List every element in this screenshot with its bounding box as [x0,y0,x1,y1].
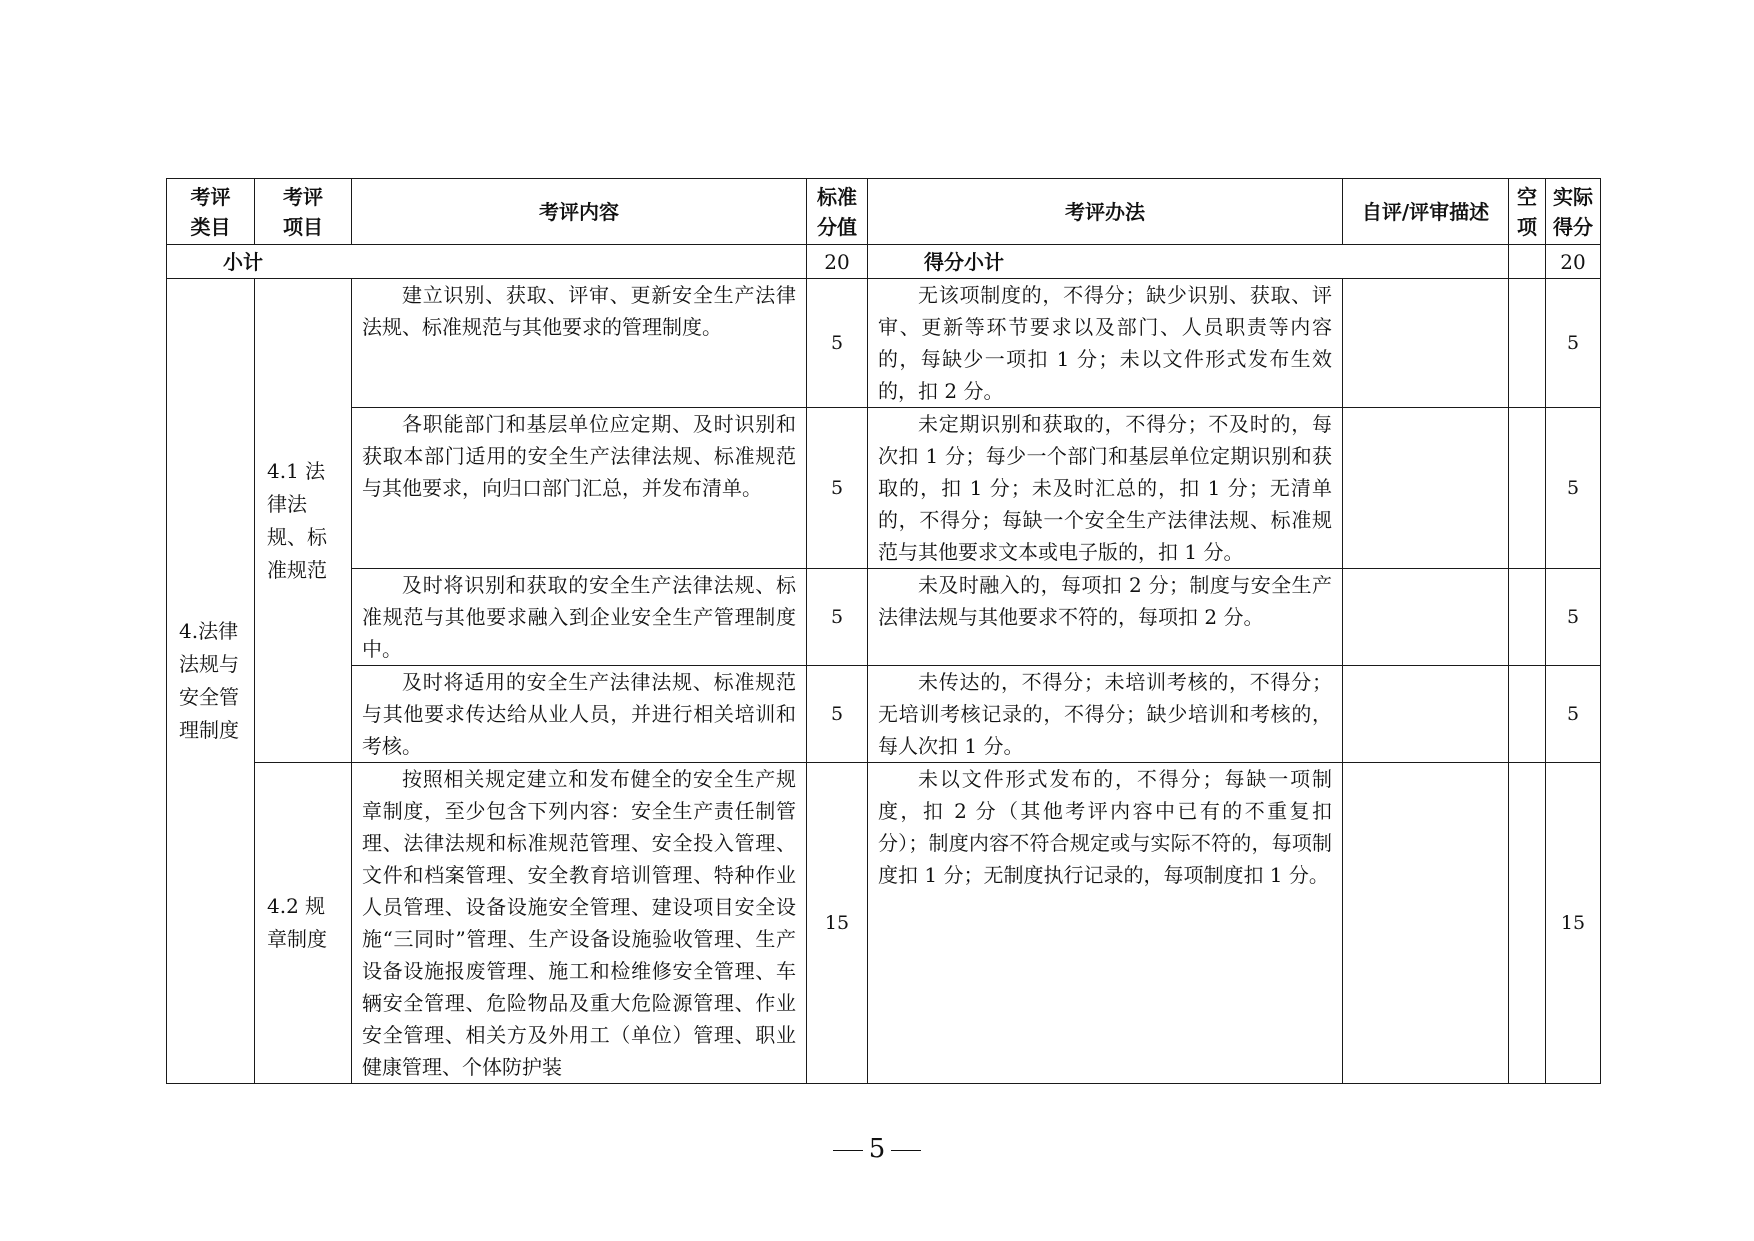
content-cell: 及时将识别和获取的安全生产法律法规、标准规范与其他要求融入到企业安全生产管理制度中。 [352,569,807,666]
header-row [167,179,1601,245]
category-cell: 4.法律法规与安全管理制度 [167,279,255,1084]
subtotal-standard: 20 [807,245,868,279]
content-cell: 及时将适用的安全生产法律法规、标准规范与其他要求传达给从业人员，并进行相关培训和考核。 [352,666,807,763]
actual-score-cell: 5 [1546,279,1601,408]
content-cell: 建立识别、获取、评审、更新安全生产法律法规、标准规范与其他要求的管理制度。 [352,279,807,408]
header-category: 考评 类目 [167,179,255,245]
standard-score-cell: 5 [807,666,868,763]
content-cell: 按照相关规定建立和发布健全的安全生产规章制度，至少包含下列内容：安全生产责任制管理、法律法规和标准规范管理、安全投入管理、文件和档案管理、安全教育培训管理、特种作业人员管理、设备设施安全管理、建设项目安全设施“三同时”管理、生产设备设施验收管理、生产设备设施报废管理、施工和检维修安全管理、车辆安全管理、危险物品及重大危险源管理、作业安全管理、相关方及外用工（单位）管理、职业健康管理、个体防护装 [352,763,807,1084]
self-eval-cell [1343,408,1509,569]
table-row [167,279,1601,408]
header-method: 考评办法 [868,179,1343,245]
empty-cell [1509,763,1546,1084]
empty-cell [1509,279,1546,408]
subtotal-row [167,245,1601,279]
self-eval-cell [1343,279,1509,408]
method-cell: 未定期识别和获取的，不得分；不及时的，每次扣 1 分；每少一个部门和基层单位定期识别和获取的，扣 1 分；未及时汇总的，扣 1 分；无清单的，不得分；每缺一个安全生产法律法规、标准规范与其他要求文本或电子版的，扣 1 分。 [868,408,1343,569]
footer-dash-right [891,1150,921,1151]
page-footer [0,1133,1754,1165]
empty-cell [1509,569,1546,666]
table-row [167,569,1601,666]
standard-score-cell: 5 [807,408,868,569]
subtotal-method-label: 得分小计 [868,245,1509,279]
self-eval-cell [1343,666,1509,763]
empty-cell [1509,408,1546,569]
method-cell: 无该项制度的，不得分；缺少识别、获取、评审、更新等环节要求以及部门、人员职责等内容的，每缺少一项扣 1 分；未以文件形式发布生效的，扣 2 分。 [868,279,1343,408]
header-actual-score: 实际 得分 [1546,179,1601,245]
page-number: 5 [868,1134,886,1164]
content-cell: 各职能部门和基层单位应定期、及时识别和获取本部门适用的安全生产法律法规、标准规范与其他要求，向归口部门汇总，并发布清单。 [352,408,807,569]
table-row [167,408,1601,569]
self-eval-cell [1343,763,1509,1084]
header-content: 考评内容 [352,179,807,245]
header-empty: 空 项 [1509,179,1546,245]
actual-score-cell: 5 [1546,666,1601,763]
subtotal-label: 小计 [167,245,807,279]
footer-dash-left [833,1150,863,1151]
method-cell: 未及时融入的，每项扣 2 分；制度与安全生产法律法规与其他要求不符的，每项扣 2 分。 [868,569,1343,666]
actual-score-cell: 15 [1546,763,1601,1084]
header-self-eval: 自评/评审描述 [1343,179,1509,245]
standard-score-cell: 5 [807,279,868,408]
subtotal-actual: 20 [1546,245,1601,279]
self-eval-cell [1343,569,1509,666]
actual-score-cell: 5 [1546,569,1601,666]
actual-score-cell: 5 [1546,408,1601,569]
empty-cell [1509,666,1546,763]
method-cell: 未传达的，不得分；未培训考核的，不得分；无培训考核记录的，不得分；缺少培训和考核的，每人次扣 1 分。 [868,666,1343,763]
evaluation-table [166,178,1601,1084]
standard-score-cell: 5 [807,569,868,666]
item-cell: 4.2 规章制度 [255,763,352,1084]
header-standard-score: 标准 分值 [807,179,868,245]
method-cell: 未以文件形式发布的，不得分；每缺一项制度，扣 2 分（其他考评内容中已有的不重复扣分）；制度内容不符合规定或与实际不符的，每项制度扣 1 分；无制度执行记录的，每项制度扣 1 分。 [868,763,1343,1084]
standard-score-cell: 15 [807,763,868,1084]
item-cell: 4.1 法律法规、标准规范 [255,279,352,763]
table-row [167,763,1601,1084]
table-row [167,666,1601,763]
subtotal-empty [1509,245,1546,279]
header-item: 考评 项目 [255,179,352,245]
